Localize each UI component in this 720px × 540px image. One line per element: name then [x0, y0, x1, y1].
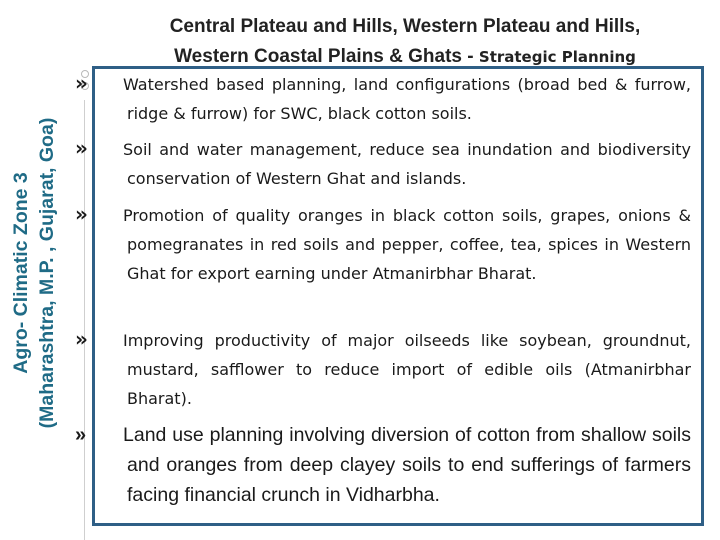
- bullet-text: Improving productivity of major oilseeds like soybean, groundnut, mustard, safflower to reduce import of edible oils (Atmanirbhar Bharat).: [123, 331, 691, 408]
- divider-line: [84, 100, 85, 540]
- bullet-text: Soil and water management, reduce sea inundation and biodiversity conservation of Western Ghat and islands.: [123, 140, 691, 188]
- bullet-marker: »: [75, 136, 88, 160]
- bullet-marker: »: [75, 202, 88, 226]
- bullet-text: Watershed based planning, land configurations (broad bed & furrow, ridge & furrow) for SWC, black cotton soils.: [123, 75, 691, 123]
- left-sidebar: [0, 0, 78, 540]
- bullet-item-3: [75, 200, 691, 288]
- bullet-text: Promotion of quality oranges in black cotton soils, grapes, onions & pomegranates in red soils and pepper, coffee, tea, spices in Western Ghat for export earning under Atmanirbhar Bharat.: [123, 206, 691, 283]
- bullet-marker: »: [75, 71, 88, 95]
- bullet-marker: »: [75, 424, 87, 446]
- content-box: [75, 66, 704, 526]
- bullet-item-5: [75, 420, 691, 510]
- bullet-item-4: [75, 325, 691, 413]
- zone-title-line2: (Maharashtra, M.P. , Gujarat, Goa): [36, 117, 58, 429]
- bullet-item-1: [75, 69, 691, 128]
- page-title-line1: Central Plateau and Hills, Western Plateau and Hills,: [169, 16, 641, 37]
- page-title: [92, 12, 718, 72]
- page-title-suffix: Strategic Planning: [478, 48, 636, 66]
- zone-title-vertical: [8, 8, 60, 538]
- bullet-item-2: [75, 134, 691, 193]
- bullet-marker: »: [75, 327, 88, 351]
- zone-title-line1: Agro- Climatic Zone 3: [10, 172, 32, 374]
- bullet-text: Land use planning involving diversion of cotton from shallow soils and oranges from deep clayey soils to end sufferings of farmers facing financial crunch in Vidharbha.: [123, 424, 691, 506]
- page-title-line2-main: Western Coastal Plains & Ghats -: [174, 46, 479, 67]
